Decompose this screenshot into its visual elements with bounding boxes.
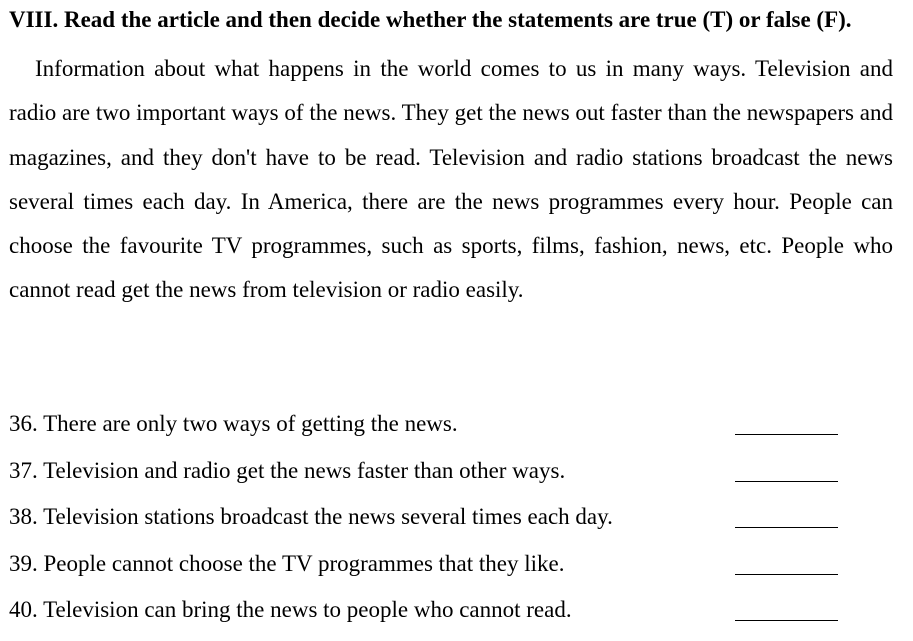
question-36 bbox=[9, 401, 893, 448]
question-text: 38. Television stations broadcast the news several times each day. bbox=[9, 504, 613, 529]
question-39 bbox=[9, 541, 893, 588]
answer-blank[interactable] bbox=[735, 434, 838, 435]
answer-blank[interactable] bbox=[735, 481, 838, 482]
answer-blank[interactable] bbox=[735, 620, 838, 621]
article-paragraph: Information about what happens in the world comes to us in many ways. Television and radio are two important ways of the news. They get the news out faster than the newspapers and magazines, and they don't have to be read. Television and radio stations broadcast the news several times each day. In America, there are the news programmes every hour. People can choose the favourite TV programmes, such as sports, films, fashion, news, etc. People who cannot read get the news from television or radio easily. bbox=[9, 56, 893, 303]
question-text: 40. Television can bring the news to people who cannot read. bbox=[9, 597, 572, 622]
exercise-heading: VIII. Read the article and then decide whether the statements are true (T) or false (F). bbox=[9, 7, 852, 32]
question-text: 39. People cannot choose the TV programmes that they like. bbox=[9, 550, 565, 576]
question-text: 37. Television and radio get the news faster than other ways. bbox=[9, 457, 566, 483]
answer-blank[interactable] bbox=[735, 574, 838, 575]
worksheet bbox=[9, 0, 893, 622]
answer-blank[interactable] bbox=[735, 527, 838, 528]
question-list bbox=[9, 401, 893, 634]
question-38 bbox=[9, 494, 893, 541]
question-37 bbox=[9, 448, 893, 495]
question-40 bbox=[9, 587, 893, 634]
question-text: 36. There are only two ways of getting the news. bbox=[9, 411, 458, 436]
